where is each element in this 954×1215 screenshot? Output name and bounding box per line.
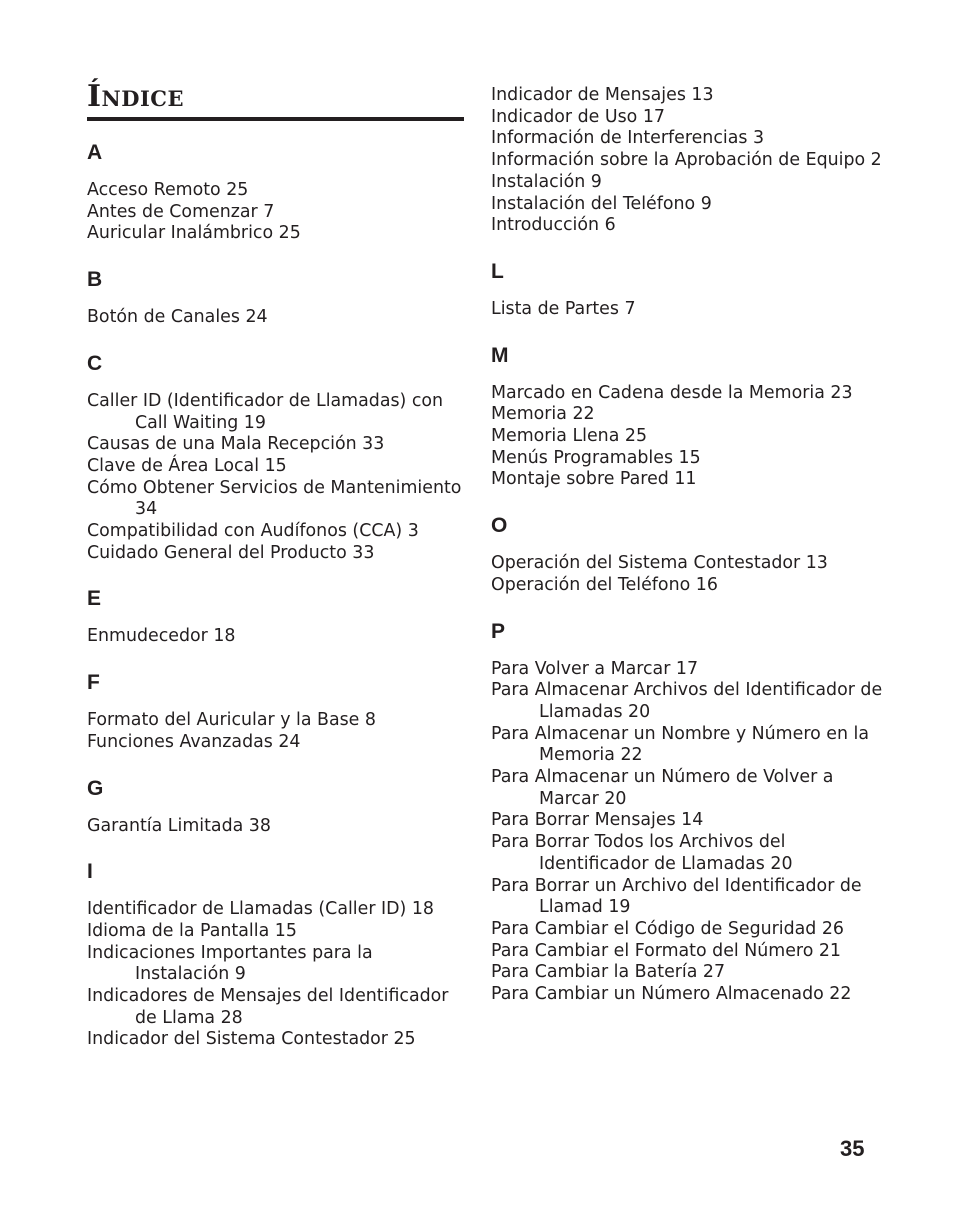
index-entry: Instalación del Teléfono 9 <box>491 193 712 214</box>
index-entry: Montaje sobre Pared 11 <box>491 469 697 490</box>
section-letter: C <box>87 351 103 375</box>
index-entry: Información sobre la Aprobación de Equipo 2 <box>491 150 882 171</box>
index-entry: Para Borrar Mensajes 14 <box>491 810 704 831</box>
index-entry: Operación del Sistema Contestador 13 <box>491 553 828 574</box>
index-entry: Enmudecedor 18 <box>87 626 236 647</box>
section-letter: L <box>491 259 504 283</box>
index-section <box>491 343 891 492</box>
index-entry: Indicador del Sistema Contestador 25 <box>87 1029 416 1050</box>
index-entry: Para Cambiar el Formato del Número 21 <box>491 940 841 961</box>
section-letter: P <box>491 619 506 643</box>
page-title: Índice <box>87 79 184 114</box>
index-entry: Acceso Remoto 25 <box>87 180 249 200</box>
page-number: 35 <box>840 1136 865 1161</box>
index-entry: Compatibilidad con Audífonos (CCA) 3 <box>87 521 419 542</box>
index-entry: Para Almacenar un Número de Volver a Marcar 20 <box>491 767 834 809</box>
index-section <box>87 351 472 565</box>
index-entry: Funciones Avanzadas 24 <box>87 731 301 752</box>
index-entry: Cuidado General del Producto 33 <box>87 542 375 563</box>
index-entry: Para Cambiar el Código de Seguridad 26 <box>491 918 845 939</box>
index-section <box>491 513 891 596</box>
index-entry: Cómo Obtener Servicios de Mantenimiento 34 <box>87 477 462 520</box>
section-letter: G <box>87 776 104 800</box>
index-section <box>87 140 472 245</box>
index-entry: Para Cambiar un Número Almacenado 22 <box>491 984 852 1005</box>
index-entry: Para Almacenar un Nombre y Número en la Memoria 22 <box>491 723 869 766</box>
index-section <box>87 859 472 1051</box>
index-entry: Lista de Partes 7 <box>491 298 636 319</box>
title-rule <box>87 117 464 121</box>
index-entry: Auricular Inalámbrico 25 <box>87 223 301 244</box>
index-entry: Formato del Auricular y la Base 8 <box>87 710 376 731</box>
index-entry: Para Cambiar la Batería 27 <box>491 962 726 983</box>
index-entry: Garantía Limitada 38 <box>87 815 271 836</box>
section-letter: M <box>491 343 509 367</box>
index-entry: Marcado en Cadena desde la Memoria 23 <box>491 382 853 403</box>
index-column-left <box>87 140 472 1073</box>
index-entry: Causas de una Mala Recepción 33 <box>87 434 385 455</box>
index-entry: Identificador de Llamadas (Caller ID) 18 <box>87 899 434 920</box>
index-entry: Instalación 9 <box>491 171 602 192</box>
index-section <box>491 259 891 321</box>
index-entry: Memoria 22 <box>491 404 595 425</box>
section-letter: O <box>491 514 508 538</box>
section-letter: F <box>87 671 100 695</box>
index-section <box>87 776 472 838</box>
index-entry: Botón de Canales 24 <box>87 307 268 328</box>
index-section <box>87 670 472 753</box>
index-column-right <box>491 85 891 1028</box>
index-entry: Indicador de Uso 17 <box>491 106 665 127</box>
section-letter: A <box>87 141 103 164</box>
section-letter: B <box>87 268 103 292</box>
index-entry: Operación del Teléfono 16 <box>491 574 718 595</box>
index-entry: Para Almacenar Archivos del Identificador de Llamadas 20 <box>491 680 883 722</box>
index-entry: Introducción 6 <box>491 215 616 236</box>
index-entry: Información de Interferencias 3 <box>491 128 765 149</box>
section-letter: I <box>87 860 93 884</box>
index-entry: Para Borrar un Archivo del Identificador de Llamad 19 <box>491 875 862 918</box>
index-entry: Caller ID (Identificador de Llamadas) con Call Waiting 19 <box>87 390 444 433</box>
index-entry: Menús Programables 15 <box>491 447 701 468</box>
index-entry: Para Volver a Marcar 17 <box>491 658 699 679</box>
index-entry: Idioma de la Pantalla 15 <box>87 920 297 941</box>
index-entry: Indicadores de Mensajes del Identificador de Llama 28 <box>87 986 449 1028</box>
section-letter: E <box>87 587 102 611</box>
index-entry: Indicaciones Importantes para la Instalación 9 <box>87 942 373 985</box>
index-entry: Antes de Comenzar 7 <box>87 201 275 222</box>
index-entry: Para Borrar Todos los Archivos del Identificador de Llamadas 20 <box>491 832 793 874</box>
index-section <box>87 586 472 648</box>
index-entry: Clave de Área Local 15 <box>87 455 287 476</box>
index-section <box>491 85 891 237</box>
index-section <box>491 619 891 1006</box>
index-entry: Memoria Llena 25 <box>491 426 648 447</box>
index-entry: Indicador de Mensajes 13 <box>491 85 714 105</box>
index-section <box>87 267 472 329</box>
